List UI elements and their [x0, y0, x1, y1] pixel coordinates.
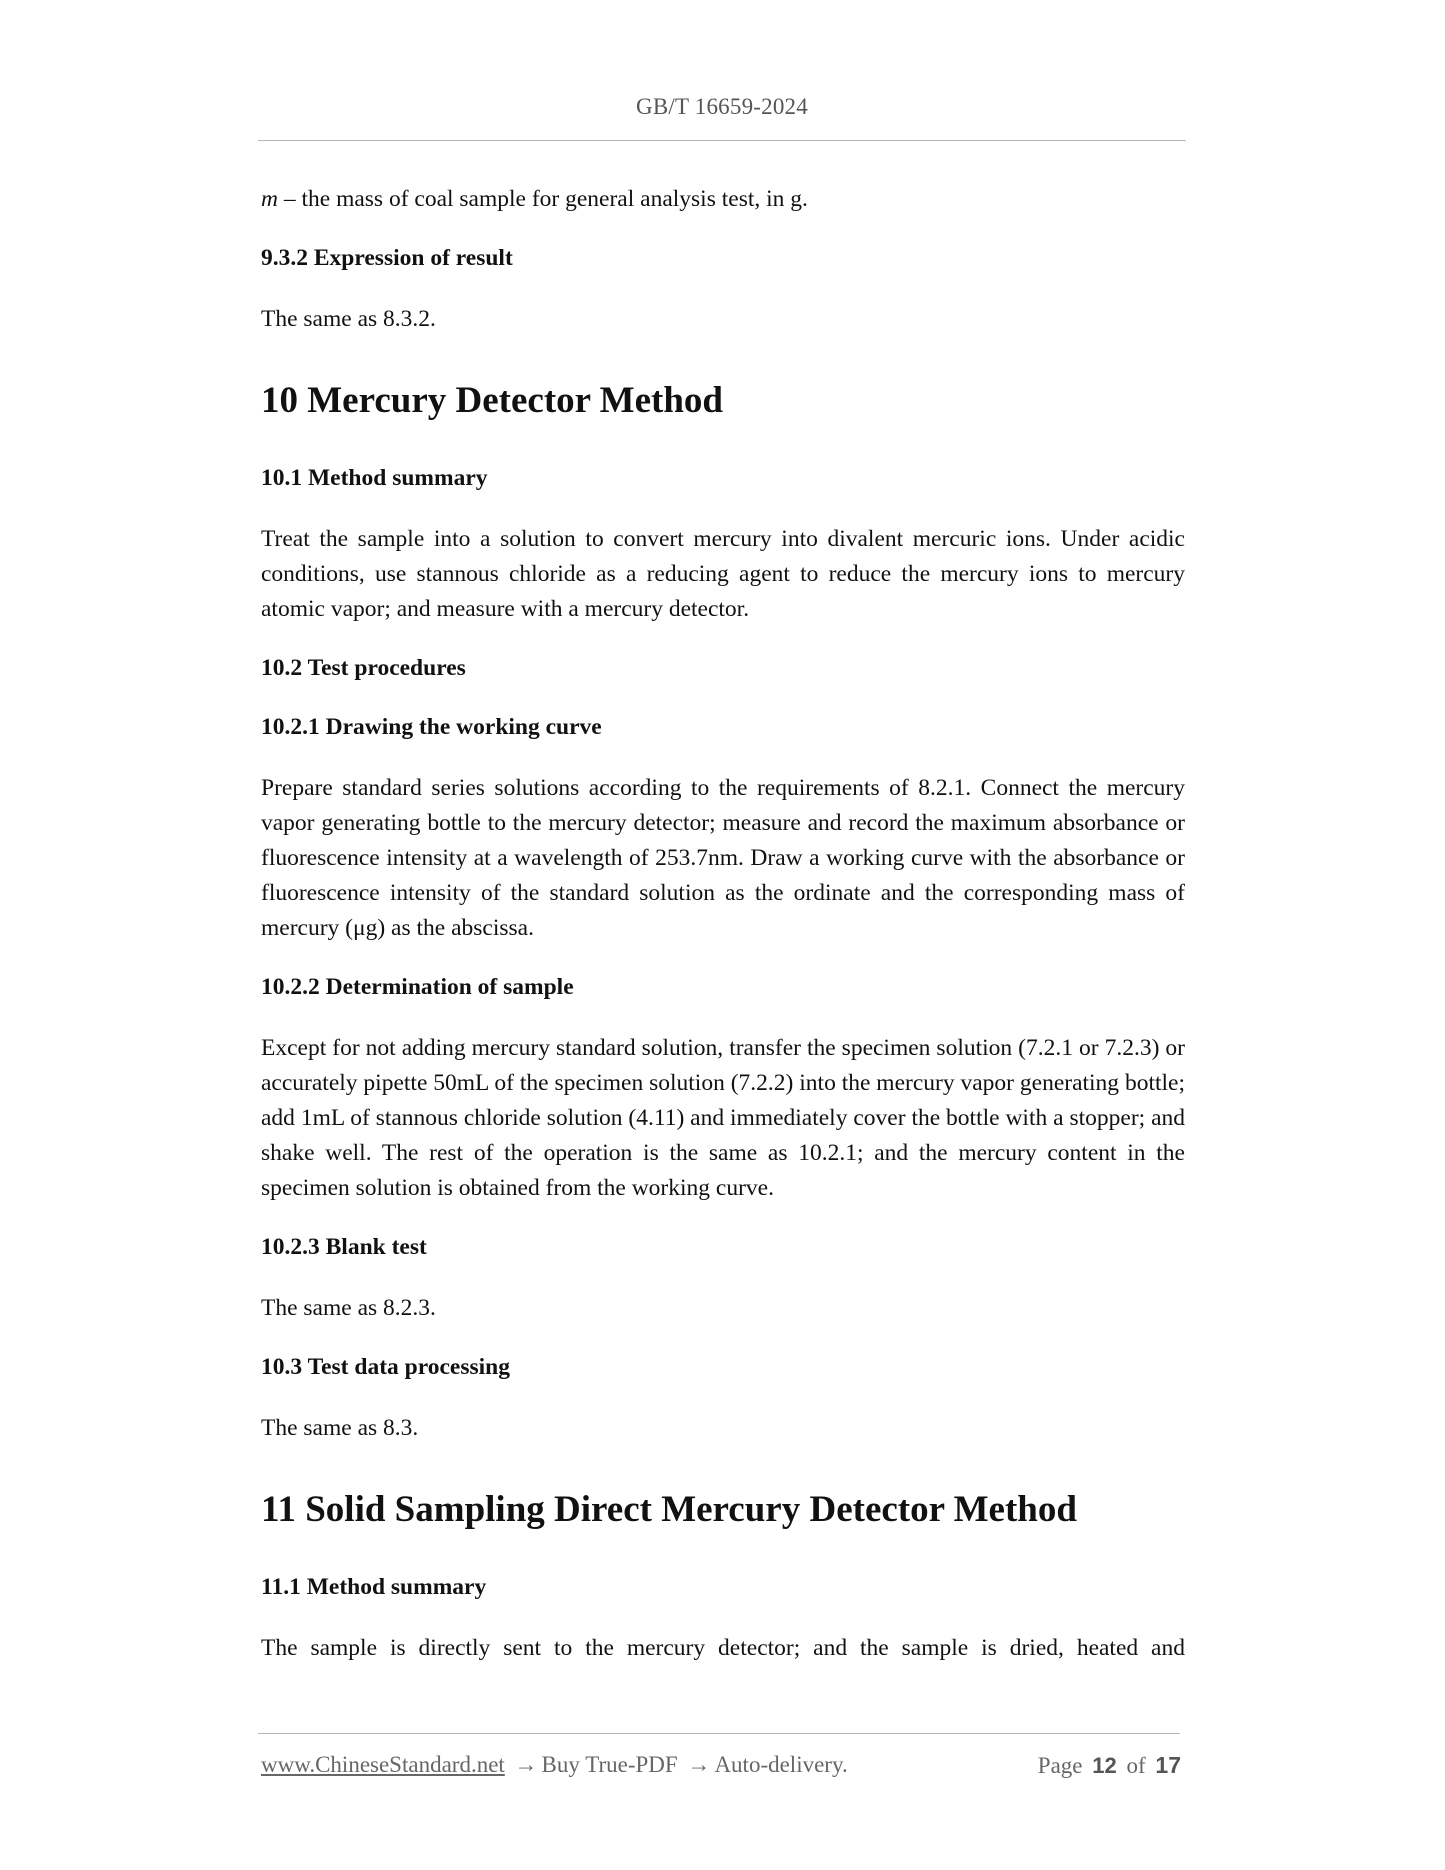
- paragraph-11-1: The sample is directly sent to the mercury detector; and the sample is dried, heated and: [261, 1635, 1185, 1661]
- heading-11-1: 11.1 Method summary: [261, 1574, 487, 1600]
- buy-true-pdf-text: Buy True-PDF: [541, 1752, 678, 1777]
- m-definition-text: – the mass of coal sample for general analysis test, in g.: [277, 186, 808, 212]
- auto-delivery-text: Auto-delivery.: [714, 1752, 848, 1777]
- paragraph-10-2-3: The same as 8.2.3.: [261, 1295, 436, 1321]
- heading-10-2-2: 10.2.2 Determination of sample: [261, 974, 574, 1000]
- page-indicator: [1038, 1752, 1181, 1779]
- heading-10-2-1: 10.2.1 Drawing the working curve: [261, 714, 602, 740]
- header-divider: [258, 140, 1186, 141]
- document-body: [261, 182, 1185, 1666]
- paragraph-9-3-2: The same as 8.3.2.: [261, 306, 436, 332]
- footer-promo: [261, 1752, 848, 1778]
- heading-section-10: 10 Mercury Detector Method: [261, 380, 723, 421]
- heading-10-1: 10.1 Method summary: [261, 465, 488, 491]
- arrow-right-icon: →: [687, 1752, 711, 1777]
- variable-m: m: [261, 186, 278, 212]
- paragraph-10-3: The same as 8.3.: [261, 1415, 419, 1441]
- arrow-right-icon: →: [514, 1752, 538, 1777]
- heading-10-3: 10.3 Test data processing: [261, 1354, 510, 1380]
- heading-10-2: 10.2 Test procedures: [261, 655, 466, 681]
- paragraph-10-1: Treat the sample into a solution to convert mercury into divalent mercuric ions. Under acidic conditions, use stannous chloride as a reducing agent to reduce the mercury ions to mercury atomic vapor; and measure with a mercury detector.: [261, 526, 1185, 622]
- paragraph-10-2-2: Except for not adding mercury standard solution, transfer the specimen solution (7.2.1 or 7.2.3) or accurately pipette 50mL of the specimen solution (7.2.2) into the mercury vapor generating bottle; add 1mL of stannous chloride solution (4.11) and immediately cover the bottle with a stopper; and shake well. The rest of the operation is the same as 10.2.1; and the mercury content in the specimen solution is obtained from the working curve.: [261, 1035, 1185, 1201]
- footer-divider: [258, 1733, 1180, 1734]
- heading-10-2-3: 10.2.3 Blank test: [261, 1234, 427, 1260]
- heading-section-11: 11 Solid Sampling Direct Mercury Detector Method: [261, 1489, 1077, 1530]
- paragraph-m-definition: [261, 182, 1185, 217]
- page-label: Page: [1037, 1753, 1083, 1778]
- page-current: 12: [1092, 1753, 1117, 1778]
- site-link[interactable]: www.ChineseStandard.net: [261, 1752, 505, 1777]
- paragraph-10-2-1: Prepare standard series solutions according to the requirements of 8.2.1. Connect the mercury vapor generating bottle to the mercury detector; measure and record the maximum absorbance or fluorescence intensity at a wavelength of 253.7nm. Draw a working curve with the absorbance or fluorescence intensity of the standard solution as the ordinate and the corresponding mass of mercury (μg) as the abscissa.: [261, 775, 1185, 941]
- page-header-title: GB/T 16659-2024: [636, 94, 808, 119]
- of-label: of: [1126, 1753, 1146, 1778]
- page-total: 17: [1155, 1752, 1181, 1778]
- heading-9-3-2: 9.3.2 Expression of result: [261, 245, 513, 271]
